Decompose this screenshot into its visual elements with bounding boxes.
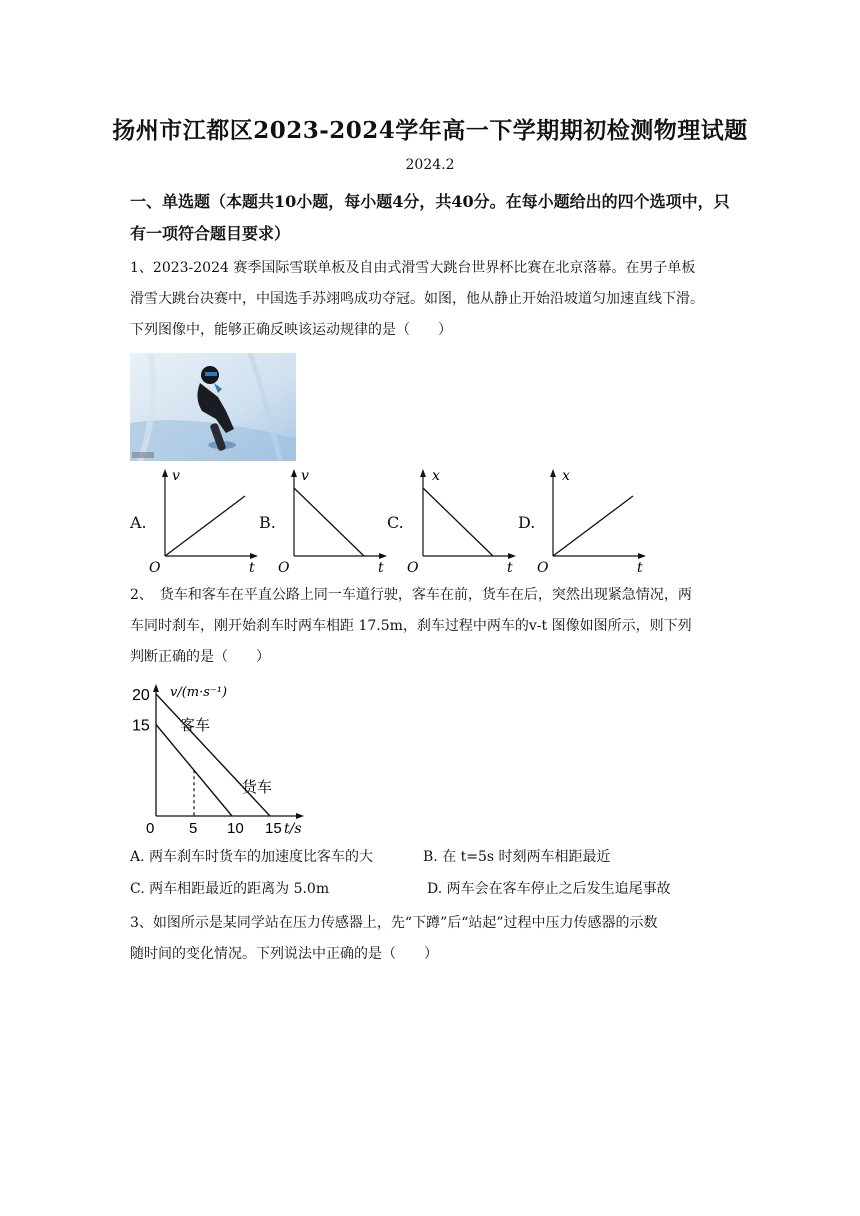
question-1-text xyxy=(130,253,733,346)
question-2-line: 判断正确的是（ ） xyxy=(130,649,270,665)
y-axis-arrow xyxy=(420,469,426,477)
graph-line xyxy=(553,496,633,556)
y-axis-label: v xyxy=(172,468,180,484)
question-3-line: 3、如图所示是某同学站在压力传感器上，先“下蹲”后“站起”过程中压力传感器的示数 xyxy=(130,915,658,931)
question-2-text xyxy=(130,580,733,673)
x-tick-label: 15 xyxy=(265,820,282,837)
question-2-option-b: B. 在 t=5s 时刻两车相距最近 xyxy=(423,849,611,865)
y-tick-label: 15 xyxy=(132,717,150,735)
question-3-line: 随时间的变化情况。下列说法中正确的是（ ） xyxy=(130,946,438,962)
graph-option-d xyxy=(533,466,648,578)
x-axis-arrow xyxy=(250,553,258,559)
question-2-option-c: C. 两车相距最近的距离为 5.0m xyxy=(130,881,330,897)
y-axis-label: v xyxy=(301,468,309,484)
y-axis-arrow xyxy=(550,469,556,477)
question-2-line: 2、 货车和客车在平直公路上同一车道行驶，客车在前，货车在后，突然出现紧急情况，两 xyxy=(130,587,692,603)
y-axis-arrow xyxy=(162,469,168,477)
v-axis-label: v/(m·s⁻¹) xyxy=(170,685,228,700)
origin-label: O xyxy=(537,560,549,576)
option-d-label: D. xyxy=(518,513,536,532)
option-c-label: C. xyxy=(387,513,404,532)
page-title: 扬州市江都区2023-2024学年高一下学期期初检测物理试题 xyxy=(112,117,748,144)
graph-option-b xyxy=(274,466,389,578)
graph-line xyxy=(165,496,245,556)
y-axis-label: x xyxy=(562,468,570,484)
question-1-line: 滑雪大跳台决赛中，中国选手苏翊鸣成功夺冠。如图，他从静止开始沿坡道匀加速直线下滑。 xyxy=(130,291,704,307)
v-axis-arrow xyxy=(153,684,159,692)
x-tick-label: 0 xyxy=(146,820,155,837)
x-tick-label: 5 xyxy=(189,820,198,837)
x-axis-label: t xyxy=(637,560,643,576)
origin-label: O xyxy=(149,560,161,576)
question-2-line: 车同时刹车，刚开始刹车时两车相距 17.5m，刹车过程中两车的v-t 图像如图所示，则下列 xyxy=(130,618,692,634)
question-2-option-d: D. 两车会在客车停止之后发生追尾事故 xyxy=(427,881,671,897)
series-label-bus: 客车 xyxy=(180,716,211,734)
x-axis-label: t xyxy=(378,560,384,576)
t-axis-label: t/s xyxy=(284,821,302,837)
y-axis-label: x xyxy=(432,468,440,484)
x-axis-arrow xyxy=(508,553,516,559)
question-2-option-a: A. 两车刹车时货车的加速度比客车的大 xyxy=(130,849,374,865)
graph-line xyxy=(294,488,364,556)
y-axis-arrow xyxy=(291,469,297,477)
option-a-label: A. xyxy=(130,513,147,532)
x-axis-arrow xyxy=(638,553,646,559)
graph-line xyxy=(423,488,493,556)
exam-date: 2024.2 xyxy=(405,157,455,173)
vt-graph xyxy=(128,678,318,838)
question-1-line: 下列图像中，能够正确反映该运动规律的是（ ） xyxy=(130,322,452,338)
graph-option-c xyxy=(403,466,518,578)
graph-option-a xyxy=(145,466,260,578)
origin-label: O xyxy=(407,560,419,576)
question-1-line: 1、2023-2024 赛季国际雪联单板及自由式滑雪大跳台世界杯比赛在北京落幕。在男子单板 xyxy=(130,260,696,276)
x-axis-arrow xyxy=(379,553,387,559)
y-tick-label: 20 xyxy=(132,687,150,704)
option-b-label: B. xyxy=(259,513,276,532)
x-axis-label: t xyxy=(249,560,255,576)
x-tick-label: 10 xyxy=(227,820,244,837)
snowboarder-photo xyxy=(130,353,296,461)
section-heading: 一、单选题（本题共10小题，每小题4分，共40分。在每小题给出的四个选项中，只有一项符合题目要求） xyxy=(130,192,730,243)
series-label-truck: 货车 xyxy=(242,778,273,796)
question-3-text xyxy=(130,908,733,970)
t-axis-arrow xyxy=(296,813,304,819)
origin-label: O xyxy=(278,560,290,576)
series-line-truck xyxy=(156,694,273,816)
x-axis-label: t xyxy=(507,560,513,576)
